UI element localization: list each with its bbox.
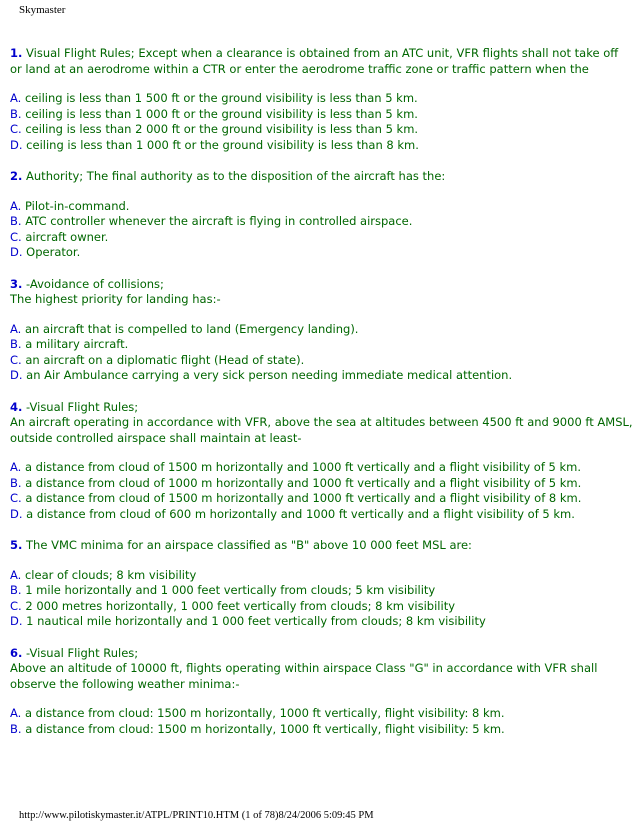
question-text-line (10, 677, 632, 693)
answer-text: Pilot-in-command. (24, 198, 130, 213)
answer-option (10, 91, 632, 107)
answer-option (10, 245, 632, 261)
answer-option (10, 722, 632, 738)
answer-text: an Air Ambulance carrying a very sick person needing immediate medical attention. (26, 368, 513, 382)
question-1 (10, 46, 632, 77)
answer-list (10, 706, 632, 737)
question-text-line (10, 431, 632, 447)
question-number: 6. (10, 645, 23, 660)
answer-option (10, 599, 632, 615)
question-text: An aircraft operating in accordance with VFR, above the sea at altitudes between 4500 ft and 9000 ft AMSL, (10, 415, 633, 429)
answer-list (10, 199, 632, 261)
answer-text: 2 000 metres horizontally, 1 000 feet vertically from clouds; 8 km visibility (25, 598, 456, 613)
answer-text: ceiling is less than 1 500 ft or the ground visibility is less than 5 km. (24, 91, 418, 105)
answer-letter: C. (10, 352, 22, 367)
answer-option (10, 138, 632, 154)
question-number: 2. (10, 169, 23, 183)
answer-letter: A. (10, 706, 22, 720)
answer-text: a distance from cloud of 600 m horizontally and 1000 ft vertically and a flight visibility of 5 km. (26, 506, 575, 521)
answer-letter: D. (10, 245, 23, 259)
answer-text: a distance from cloud: 1500 m horizontally, 1000 ft vertically, flight visibility: 5 km. (25, 721, 505, 736)
question-text-line (10, 292, 632, 308)
answer-list (10, 568, 632, 630)
answer-text: a distance from cloud of 1500 m horizontally and 1000 ft vertically and a flight visibility of 8 km. (25, 491, 582, 505)
answer-letter: B. (10, 583, 22, 597)
question-text-line (10, 46, 632, 62)
answer-option (10, 460, 632, 476)
answer-letter: A. (10, 460, 22, 474)
answer-letter: B. (10, 106, 22, 121)
answer-list (10, 460, 632, 522)
question-text: -Visual Flight Rules; (26, 399, 139, 414)
answer-letter: C. (10, 598, 22, 613)
answer-letter: B. (10, 721, 22, 736)
answer-text: clear of clouds; 8 km visibility (24, 567, 197, 582)
answer-option (10, 476, 632, 492)
answer-text: an aircraft on a diplomatic flight (Head of state). (25, 352, 305, 367)
answer-text: ATC controller whenever the aircraft is flying in controlled airspace. (25, 214, 413, 228)
answer-option (10, 107, 632, 123)
answer-option (10, 337, 632, 353)
answer-option (10, 583, 632, 599)
answer-text: a distance from cloud: 1500 m horizontally, 1000 ft vertically, flight visibility: 8 km. (24, 706, 505, 720)
question-text: -Visual Flight Rules; (26, 645, 139, 660)
answer-letter: B. (10, 214, 22, 228)
answer-letter: C. (10, 122, 22, 136)
page-header: Skymaster (19, 4, 66, 16)
answer-option (10, 230, 632, 246)
answer-option (10, 353, 632, 369)
question-text-line (10, 415, 632, 431)
question-text: outside controlled airspace shall maintain at least- (10, 430, 302, 445)
answer-option (10, 706, 632, 722)
answer-option (10, 568, 632, 584)
question-text-line (10, 277, 632, 293)
question-text: or land at an aerodrome within a CTR or enter the aerodrome traffic zone or traffic pattern when the (10, 61, 589, 76)
answer-text: a military aircraft. (25, 337, 129, 351)
question-number: 5. (10, 538, 23, 552)
answer-text: aircraft owner. (25, 229, 109, 244)
answer-letter: B. (10, 475, 22, 490)
answer-letter: D. (10, 506, 23, 521)
answer-letter: D. (10, 137, 23, 152)
question-number: 3. (10, 276, 23, 291)
answer-letter: A. (10, 91, 22, 105)
question-text: -Avoidance of collisions; (26, 276, 164, 291)
question-text-line (10, 661, 632, 677)
answer-letter: D. (10, 614, 23, 628)
question-number: 4. (10, 399, 23, 414)
page-footer: http://www.pilotiskymaster.it/ATPL/PRINT10.HTM (1 of 78)8/24/2006 5:09:45 PM (19, 810, 374, 821)
question-text-line (10, 646, 632, 662)
answer-option (10, 614, 632, 630)
answer-option (10, 199, 632, 215)
answer-letter: D. (10, 368, 23, 382)
question-5 (10, 538, 632, 554)
question-text: Above an altitude of 10000 ft, flights operating within airspace Class "G" in accordance with VFR shall (10, 661, 598, 675)
question-text: Authority; The final authority as to the disposition of the aircraft has the: (26, 169, 446, 183)
question-text: The highest priority for landing has:- (10, 292, 221, 306)
question-text: observe the following weather minima:- (10, 676, 240, 691)
question-3 (10, 277, 632, 308)
answer-text: 1 mile horizontally and 1 000 feet vertically from clouds; 5 km visibility (25, 583, 436, 597)
answer-text: ceiling is less than 1 000 ft or the ground visibility is less than 5 km. (25, 106, 418, 121)
answer-letter: C. (10, 229, 22, 244)
question-text-line (10, 62, 632, 78)
answer-list (10, 91, 632, 153)
answer-list (10, 322, 632, 384)
answer-text: ceiling is less than 2 000 ft or the ground visibility is less than 5 km. (25, 122, 419, 136)
answer-letter: C. (10, 491, 22, 505)
answer-text: a distance from cloud of 1000 m horizontally and 1000 ft vertically and a flight visibility of 5 km. (25, 475, 582, 490)
answer-text: Operator. (26, 245, 81, 259)
answer-text: a distance from cloud of 1500 m horizontally and 1000 ft vertically and a flight visibility of 5 km. (24, 460, 582, 474)
answer-option (10, 214, 632, 230)
answer-option (10, 507, 632, 523)
answer-text: ceiling is less than 1 000 ft or the ground visibility is less than 8 km. (26, 137, 419, 152)
answer-letter: A. (10, 321, 22, 336)
question-2 (10, 169, 632, 185)
question-list (10, 46, 632, 753)
answer-option (10, 122, 632, 138)
question-number: 1. (10, 46, 23, 60)
answer-option (10, 491, 632, 507)
question-text-line (10, 400, 632, 416)
answer-letter: A. (10, 198, 22, 213)
question-text-line (10, 169, 632, 185)
question-text: Visual Flight Rules; Except when a clearance is obtained from an ATC unit, VFR flights shall not take off (26, 46, 619, 60)
question-text-line (10, 538, 632, 554)
answer-letter: A. (10, 567, 22, 582)
answer-text: 1 nautical mile horizontally and 1 000 feet vertically from clouds; 8 km visibility (26, 614, 486, 628)
question-4 (10, 400, 632, 447)
answer-option (10, 368, 632, 384)
question-6 (10, 646, 632, 693)
answer-letter: B. (10, 337, 22, 351)
question-text: The VMC minima for an airspace classified as "B" above 10 000 feet MSL are: (26, 538, 472, 552)
answer-option (10, 322, 632, 338)
answer-text: an aircraft that is compelled to land (Emergency landing). (24, 321, 359, 336)
